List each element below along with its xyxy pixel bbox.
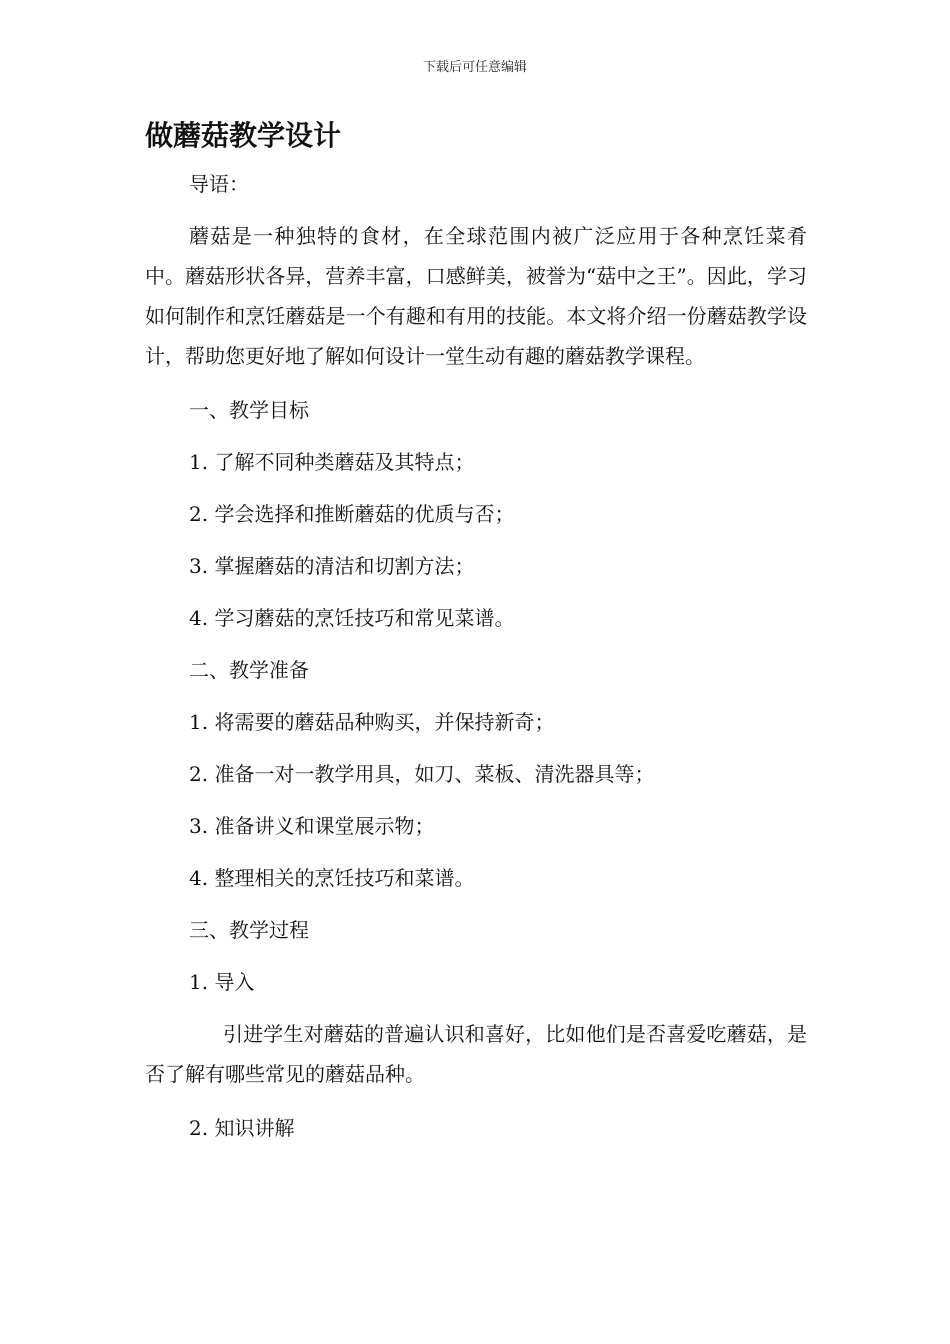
document-body [145,112,807,1148]
preparation-item: 2. 准备一对一教学用具，如刀、菜板、清洗器具等； [189,762,655,786]
section-heading-goals: 一、教学目标 [189,398,309,422]
goal-item: 3. 掌握蘑菇的清洁和切割方法； [189,554,475,578]
section-heading-process: 三、教学过程 [189,918,309,942]
preparation-item: 3. 准备讲义和课堂展示物； [189,814,435,838]
preparation-item: 4. 整理相关的烹饪技巧和菜谱。 [189,866,475,890]
process-step-title: 2. 知识讲解 [189,1116,295,1140]
goal-item: 2. 学会选择和推断蘑菇的优质与否； [189,502,515,526]
goal-item: 1. 了解不同种类蘑菇及其特点； [189,450,475,474]
intro-heading: 导语： [189,172,249,196]
goal-item: 4. 学习蘑菇的烹饪技巧和常见菜谱。 [189,606,515,630]
section-heading-preparation: 二、教学准备 [189,658,309,682]
process-step-title: 1. 导入 [189,970,255,994]
header-note: 下载后可任意编辑 [422,60,527,75]
preparation-item: 1. 将需要的蘑菇品种购买，并保持新奇； [189,710,555,734]
process-step-text: 引进学生对蘑菇的普遍认识和喜好，比如他们是否喜爱吃蘑菇，是否了解有哪些常见的蘑菇品种。 [145,1022,807,1086]
document-title: 做蘑菇教学设计 [145,119,342,152]
intro-paragraph: 蘑菇是一种独特的食材，在全球范围内被广泛应用于各种烹饪菜肴中。蘑菇形状各异，营养丰富，口感鲜美，被誉为“菇中之王”。因此，学习如何制作和烹饪蘑菇是一个有趣和有用的技能。本文将介绍一份蘑菇教学设计，帮助您更好地了解如何设计一堂生动有趣的蘑菇教学课程。 [145,224,807,368]
